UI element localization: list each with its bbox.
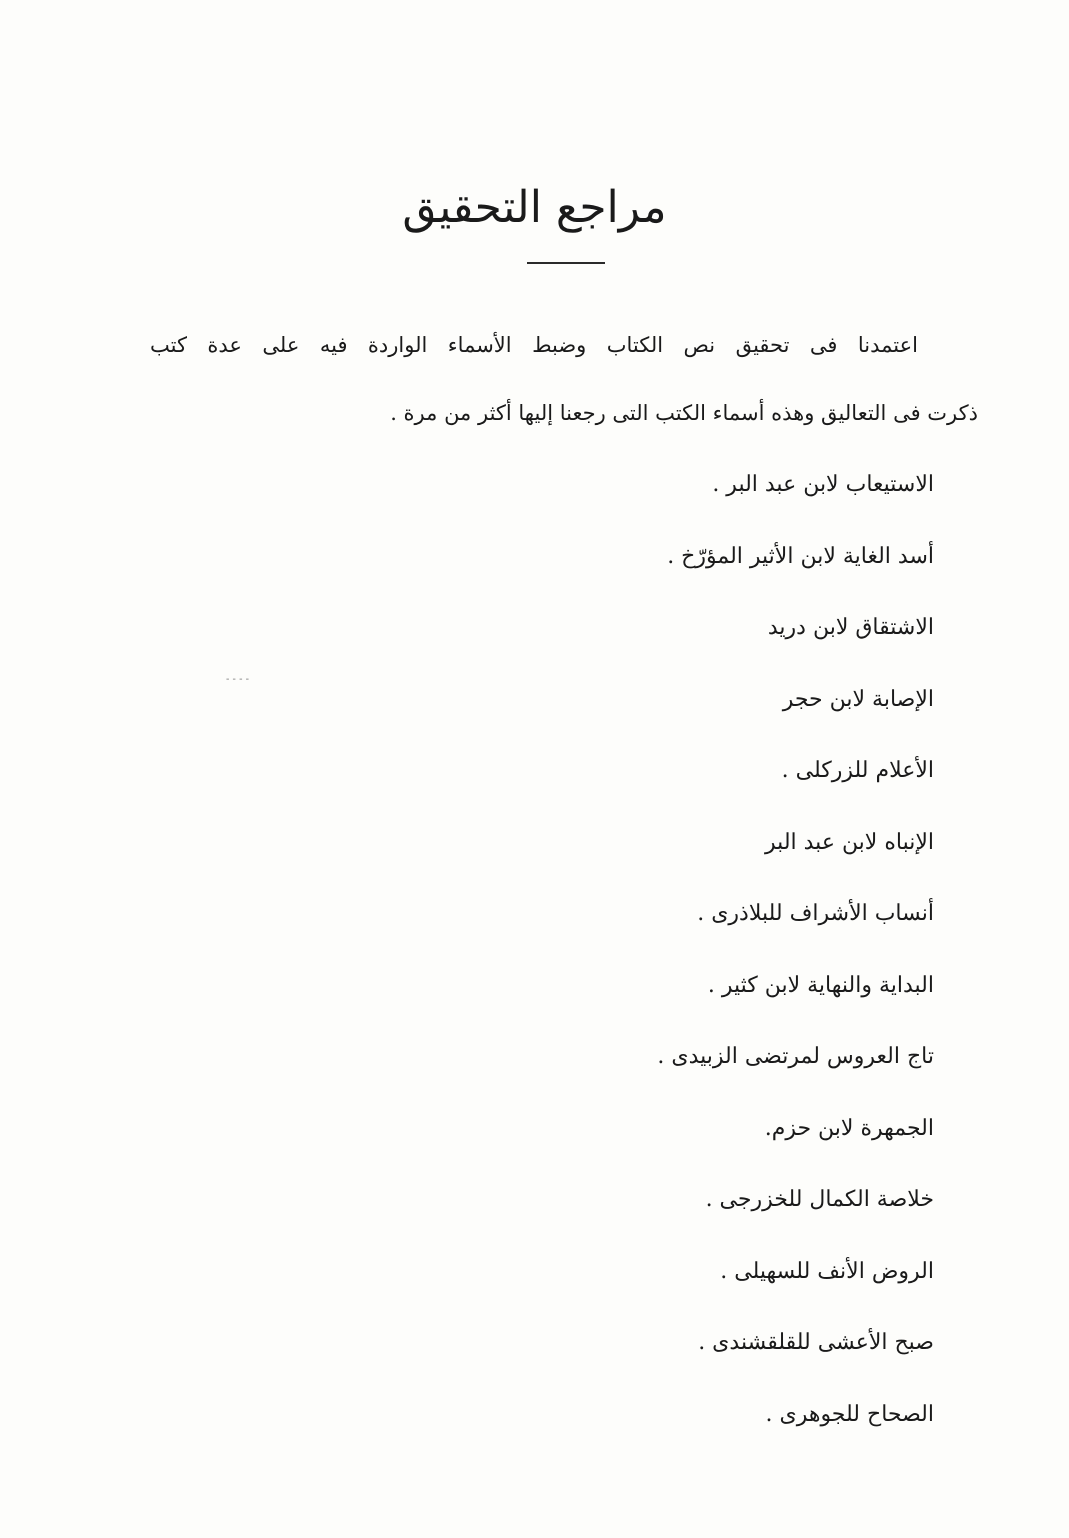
reference-item: الجمهرة لابن حزم. xyxy=(764,1115,934,1141)
reference-item: تاج العروس لمرتضى الزبيدى . xyxy=(657,1044,934,1069)
intro-line-1: اعتمدنا فى تحقيق نص الكتاب وضبط الأسماء الواردة فيه على عدة كتب xyxy=(150,333,918,357)
intro-line-2: ذكرت فى التعاليق وهذه أسماء الكتب التى رجعنا إليها أكثر من مرة . xyxy=(390,401,978,425)
reference-item: أسد الغاية لابن الأثير المؤرّخ . xyxy=(667,543,934,569)
reference-item: الاستيعاب لابن عبد البر . xyxy=(712,472,934,497)
title-underline xyxy=(527,262,605,264)
reference-item: صبح الأعشى للقلقشندى . xyxy=(698,1330,934,1355)
reference-item: الإنباه لابن عبد البر xyxy=(765,829,934,855)
scan-speck: - - - - xyxy=(226,674,250,685)
reference-item: البداية والنهاية لابن كثير . xyxy=(707,972,934,998)
reference-item: الاشتقاق لابن دريد xyxy=(767,615,934,640)
reference-item: أنساب الأشراف للبلاذرى . xyxy=(697,901,934,926)
reference-item: الصحاح للجوهرى . xyxy=(765,1401,934,1427)
reference-item: خلاصة الكمال للخزرجى . xyxy=(705,1187,934,1212)
reference-item: الأعلام للزركلى . xyxy=(781,758,934,783)
reference-item: الإصابة لابن حجر xyxy=(782,686,934,712)
page-title: مراجع التحقيق xyxy=(402,182,667,233)
reference-item: الروض الأنف للسهيلى . xyxy=(720,1258,934,1284)
reference-list xyxy=(334,460,934,1461)
